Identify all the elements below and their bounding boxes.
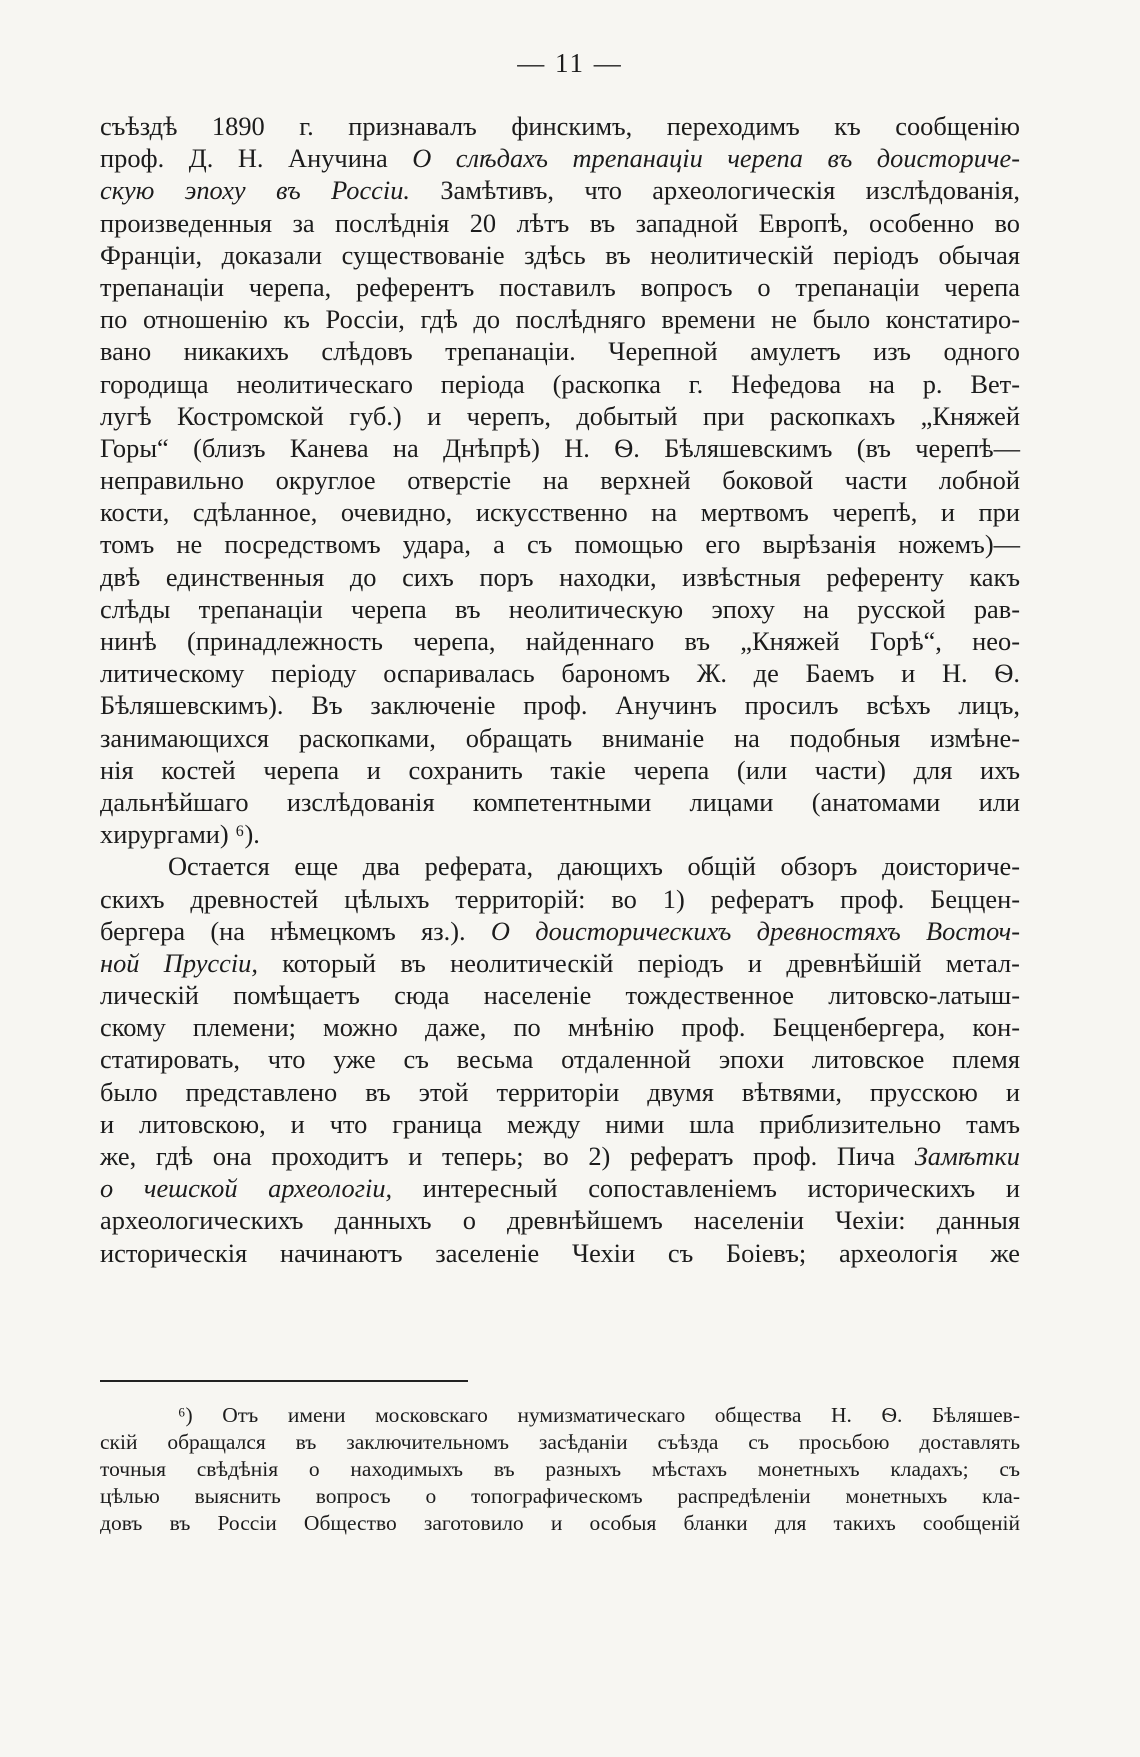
text-line: Бѣляшевскимъ). Въ заключеніе проф. Анучинъ просилъ всѣхъ лицъ, <box>100 690 1020 721</box>
italic-title: О слѣдахъ трепанаціи черепа въ доисториче- <box>412 143 1020 174</box>
text-line: занимающихся раскопками, обращать вниманіе на подобныя измѣне- <box>100 722 1020 753</box>
text-line: историческія начинаютъ заселеніе Чехіи съ Боіевъ; археологія же <box>100 1237 1020 1268</box>
text-line: съѣздѣ 1890 г. признавалъ финскимъ, переходимъ къ сообщенію <box>100 111 1020 141</box>
text-line: по отношенію къ Россіи, гдѣ до послѣдняго времени не было констатиро- <box>100 304 1020 335</box>
footnote <box>100 1402 1020 1537</box>
page-number: — 11 — <box>517 48 623 78</box>
text-line: двѣ единственныя до сихъ поръ находки, извѣстныя референту какъ <box>100 561 1020 592</box>
text-line: скую эпоху въ Россіи. Замѣтивъ, что археологическія изслѣдованія, <box>100 175 1020 206</box>
footnote-line: ⁶) Отъ имени московскаго нумизматическаго общества Н. Ѳ. Бѣляшев- <box>178 1403 1020 1427</box>
text-line: трепанаціи черепа, референтъ поставилъ вопросъ о трепанаціи черепа <box>100 271 1020 302</box>
italic-title: скую эпоху въ Россіи. <box>100 175 410 206</box>
text-line: ной Пруссіи, который въ неолитическій періодъ и древнѣйшій метал- <box>100 947 1020 978</box>
footnote-line: скій обращался въ заключительномъ засѣданіи съѣзда съ просьбою доставлять <box>100 1430 1020 1454</box>
text-line: литическому періоду оспаривалась барономъ Ж. де Баемъ и Н. Ѳ. <box>100 658 1020 689</box>
text-line: нія костей черепа и сохранить такіе черепа (или части) для ихъ <box>100 754 1020 785</box>
text-line: кости, сдѣланное, очевидно, искусственно на мертвомъ черепѣ, и при <box>100 497 1020 528</box>
italic-title: О доисторическихъ древностяхъ Восточ- <box>490 915 1020 946</box>
footnote-divider <box>100 1380 468 1382</box>
text-line: Остается еще два реферата, дающихъ общій обзоръ доисториче- <box>168 851 1020 882</box>
footnote-line: довъ въ Россіи Общество заготовило и особыя бланки для такихъ сообщеній <box>100 1511 1020 1535</box>
text-line: Франціи, доказали существованіе здѣсь въ неолитическій періодъ обычая <box>100 239 1020 270</box>
text-line: произведенныя за послѣднія 20 лѣтъ въ западной Европѣ, особенно во <box>100 207 1020 238</box>
text-line: дальнѣйшаго изслѣдованія компетентными лицами (анатомами или <box>100 786 1020 817</box>
italic-title: Замѣтки <box>914 1141 1020 1171</box>
italic-title: ной Пруссіи, <box>100 947 258 978</box>
text-line: вано никакихъ слѣдовъ трепанаціи. Черепной амулетъ изъ одного <box>100 336 1020 367</box>
text-line: лугѣ Костромской губ.) и черепъ, добытый при раскопкахъ „Княжей <box>100 400 1020 431</box>
text-line: лическій помѣщаетъ сюда населеніе тождественное литовско-латыш- <box>100 980 1020 1011</box>
text-line: же, гдѣ она проходитъ и теперь; во 2) рефератъ проф. Пича Замѣтки <box>100 1141 1020 1171</box>
main-text <box>100 110 1020 1269</box>
text-line: о чешской археологіи, интересный сопоставленіемъ историческихъ и <box>100 1173 1020 1204</box>
text-line: скихъ древностей цѣлыхъ территорій: во 1) рефератъ проф. Беццен- <box>100 883 1020 914</box>
text-line: нинѣ (принадлежность черепа, найденнаго въ „Княжей Горѣ“, нео- <box>100 626 1020 656</box>
text-line: томъ не посредствомъ удара, а съ помощью его вырѣзанія ножемъ)— <box>100 529 1020 560</box>
text-line: было представлено въ этой территоріи двумя вѣтвями, прусскою и <box>100 1076 1020 1107</box>
text-line: статировать, что уже съ весьма отдаленной эпохи литовское племя <box>100 1044 1020 1075</box>
text-line: и литовскою, и что граница между ними шла приблизительно тамъ <box>100 1108 1020 1139</box>
footnote-line: цѣлью выяснить вопросъ о топографическомъ распредѣленіи монетныхъ кла- <box>100 1484 1020 1508</box>
text-line: Горы“ (близъ Канева на Днѣпрѣ) Н. Ѳ. Бѣляшевскимъ (въ черепѣ— <box>100 432 1020 463</box>
text-line: проф. Д. Н. Анучина О слѣдахъ трепанаціи черепа въ доисториче- <box>100 143 1020 174</box>
text-line: неправильно округлое отверстіе на верхней боковой части лобной <box>100 465 1020 496</box>
text-line: скому племени; можно даже, по мнѣнію проф. Бецценбергера, кон- <box>100 1012 1020 1043</box>
text-line: бергера (на нѣмецкомъ яз.). О доисторическихъ древностяхъ Восточ- <box>100 915 1020 946</box>
text-line: хирургами) ⁶). <box>100 819 260 850</box>
footnote-line: точныя свѣдѣнія о находимыхъ въ разныхъ мѣстахъ монетныхъ кладахъ; съ <box>100 1457 1020 1481</box>
text-line: городища неолитическаго періода (раскопка г. Нефедова на р. Вет- <box>100 368 1020 399</box>
italic-title: о чешской археологіи, <box>100 1173 393 1204</box>
text-line: археологическихъ данныхъ о древнѣйшемъ населеніи Чехіи: данныя <box>100 1205 1020 1236</box>
text-line: слѣды трепанаціи черепа въ неолитическую эпоху на русской рав- <box>100 593 1020 624</box>
